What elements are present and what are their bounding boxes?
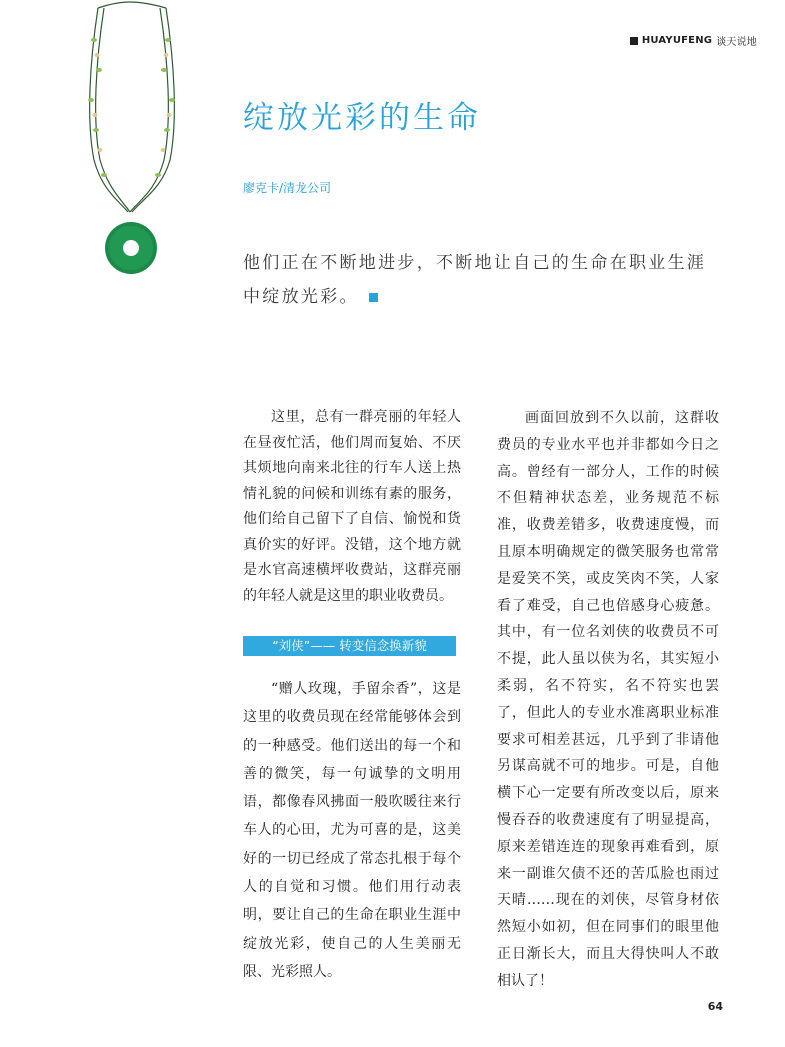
jade-necklace-image [60,0,200,290]
page-number: 64 [707,1000,723,1013]
left-column-intro [243,405,461,609]
paragraph: “赠人玫瑰，手留余香”，这是这里的收费员现在经常能够体会到的一种感受。他们送出的每一个和善的微笑，每一句诚挚的文明用语，都像春风拂面一般吹暖往来行车人的心田，尤为可喜的是，这美好的一切已经成了常态扎根于每个人的自觉和习惯。他们用行动表明，要让自己的生命在职业生涯中绽放光彩，使自己的人生美丽无限、光彩照人。 [243,681,461,980]
right-column [497,405,719,995]
paragraph: 画面回放到不久以前，这群收费员的专业水平也并非都如今日之高。曾经有一部分人，工作的时候不但精神状态差，业务规范不标准，收费差错多，收费速度慢，而且原本明确规定的微笑服务也常常是爱笑不笑，或皮笑肉不笑，人家看了难受，自己也倍感身心疲惫。其中，有一位名刘侠的收费员不可不提，此人虽以侠为名，其实短小柔弱，名不符实，名不符实也罢了，但此人的专业水准离职业标准要求可相差甚远，几乎到了非请他另谋高就不可的地步。可是，自他横下心一定要有所改变以后，原来慢吞吞的收费速度有了明显提高，原来差错连连的现象再难看到，原来一副谁欠债不还的苦瓜脸也雨过天晴……现在的刘侠，尽管身材依然短小如初，但在同事们的眼里他正日渐长大，而且大得快叫人不敢相认了！ [497,410,719,989]
paragraph: 这里，总有一群亮丽的年轻人在昼夜忙活，他们周而复始、不厌其烦地向南来北往的行车人送上热情礼貌的问候和训练有素的服务，他们给自己留下了自信、愉悦和货真价实的好评。没错，这个地方就是水官高速横坪收费站，这群亮丽的年轻人就是这里的职业收费员。 [243,409,461,604]
article-title: 绽放光彩的生命 [243,100,481,136]
header-brand: HUAYUFENG [641,35,713,46]
section-subhead: “刘侠”—— 转变信念换新貌 [243,636,456,656]
header-section: 谈天说地 [716,37,757,48]
lead-end-mark-icon [369,293,378,302]
article-lead [243,246,723,314]
left-column-section [243,675,461,986]
running-header [630,33,757,48]
header-square-icon [630,37,638,45]
lead-text: 他们正在不断地进步，不断地让自己的生命在职业生涯中绽放光彩。 [243,253,707,307]
article-author: 廖克卡/清龙公司 [243,181,332,195]
